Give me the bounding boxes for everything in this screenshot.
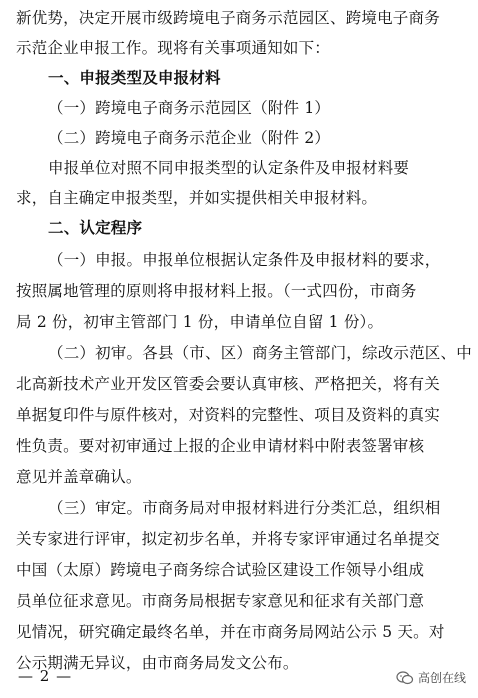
body-text-line: 员单位征求意见。市商务局根据专家意见和征求有关部门意 (16, 592, 425, 610)
body-text-line: 局 2 份，初审主管部门 1 份，申请单位自留 1 份）。 (16, 313, 384, 331)
body-text-line: 申报单位对照不同申报类型的认定条件及申报材料要 (48, 159, 410, 177)
body-text-line: 按照属地管理的原则将申报材料上报。（一式四份，市商务 (16, 282, 417, 300)
page-number: — 2 — (18, 667, 73, 685)
paragraph-final-review-line: （三）审定。市商务局对申报材料进行分类汇总，组织相 (48, 499, 441, 517)
body-text-line: 求，自主确定申报类型，并如实提供相关申报材料。 (16, 189, 378, 207)
paragraph-application-line: （一）申报。申报单位根据认定条件及申报材料的要求， (48, 251, 441, 269)
body-text-line: 性负责。要对初审通过上报的企业申请材料中附表签署审核 (16, 437, 425, 455)
body-text-line: 北高新技术产业开发区管委会要认真审核、严格把关，将有关 (16, 375, 440, 393)
paragraph-preliminary-review-line: （二）初审。各县（市、区）商务主管部门，综改示范区、中 (48, 344, 472, 362)
section-heading-1: 一、申报类型及申报材料 (48, 69, 221, 87)
body-text-line: 见情况，研究确定最终名单，并在市商务局网站公示 5 天。对 (16, 623, 445, 641)
body-text-line: 关专家进行评审，拟定初步名单，并将专家评审通过名单提交 (16, 530, 440, 548)
section-heading-2: 二、认定程序 (48, 219, 143, 237)
list-item-attachment-1: （一）跨境电子商务示范园区（附件 1） (48, 99, 331, 117)
body-text-line: 新优势，决定开展市级跨境电子商务示范园区、跨境电子商务 (16, 9, 440, 27)
body-text-line: 单据复印件与原件核对，对资料的完整性、项目及资料的真实 (16, 406, 440, 424)
wechat-icon (396, 670, 414, 686)
watermark (396, 669, 466, 686)
watermark-label: 高创在线 (417, 671, 466, 685)
list-item-attachment-2: （二）跨境电子商务示范企业（附件 2） (48, 129, 331, 147)
body-text-line: 公示期满无异议，由市商务局发文公布。 (16, 654, 299, 672)
body-text-line: 中国（太原）跨境电子商务综合试验区建设工作领导小组成 (16, 561, 425, 579)
body-text-line: 意见并盖章确认。 (16, 468, 142, 486)
body-text-line: 示范企业申报工作。现将有关事项通知如下： (16, 39, 331, 57)
